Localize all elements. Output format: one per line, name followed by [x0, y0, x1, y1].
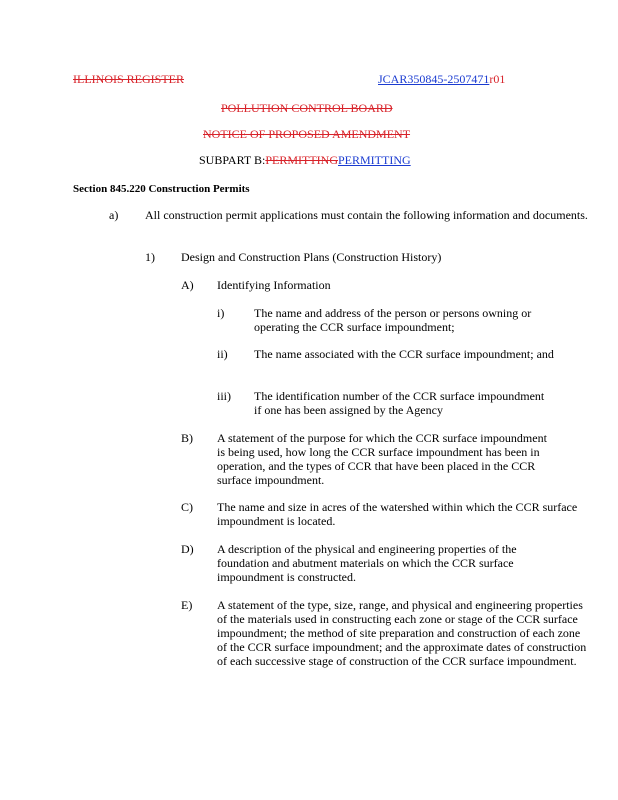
jcar-id	[378, 72, 505, 87]
notice-title: NOTICE OF PROPOSED AMENDMENT	[203, 127, 411, 141]
subpart-title	[199, 153, 411, 168]
item-B-text: A statement of the purpose for which the CCR surface impoundment is being used, how long the CCR surface impoundment has been in operation, and the types of CCR that have been placed in the CCR surface impoundment.	[217, 431, 547, 487]
item-ii-text: The name associated with the CCR surface impoundment; and	[254, 347, 554, 361]
item-D-number: D)	[181, 542, 194, 556]
item-A-text: Identifying Information	[217, 278, 331, 292]
item-i-text: The name and address of the person or persons owning or operating the CCR surface impoundment;	[254, 306, 532, 334]
subpart-old: PERMITTING	[265, 153, 338, 167]
jcar-tail: r01	[489, 72, 506, 86]
item-E-text: A statement of the type, size, range, and physical and engineering properties of the materials used in constructing each zone or stage of the CCR surface impoundment; the method of site preparation and construction of each zone of the CCR surface impoundment; and the approximate dates of construction of each successive stage of construction of the CCR surface impoundment.	[217, 598, 587, 668]
subpart-label: SUBPART B:	[199, 153, 266, 167]
item-a-text: All construction permit applications must contain the following information and documents.	[145, 208, 588, 222]
item-E-number: E)	[181, 598, 193, 612]
item-a-number: a)	[109, 208, 119, 222]
jcar-suffix: 2507471	[447, 72, 490, 86]
item-C-number: C)	[181, 500, 193, 514]
item-C-text: The name and size in acres of the watershed within which the CCR surface impoundment is located.	[217, 500, 578, 528]
board-title: POLLUTION CONTROL BOARD	[221, 101, 393, 115]
jcar-prefix: JCAR350845-	[378, 72, 448, 86]
item-D-text: A description of the physical and engineering properties of the foundation and abutment materials on which the CCR surface impoundment is constructed.	[217, 542, 517, 584]
item-A-number: A)	[181, 278, 194, 292]
section-heading: Section 845.220 Construction Permits	[73, 183, 250, 195]
item-1-number: 1)	[145, 250, 155, 264]
item-iii-number: iii)	[217, 389, 231, 403]
item-B-number: B)	[181, 431, 193, 445]
item-ii-number: ii)	[217, 347, 228, 361]
register-header: ILLINOIS REGISTER	[73, 72, 184, 86]
item-iii-text: The identification number of the CCR surface impoundment if one has been assigned by the Agency	[254, 389, 545, 417]
item-1-text: Design and Construction Plans (Construction History)	[181, 250, 442, 264]
subpart-new: PERMITTING	[338, 153, 411, 167]
item-i-number: i)	[217, 306, 225, 320]
